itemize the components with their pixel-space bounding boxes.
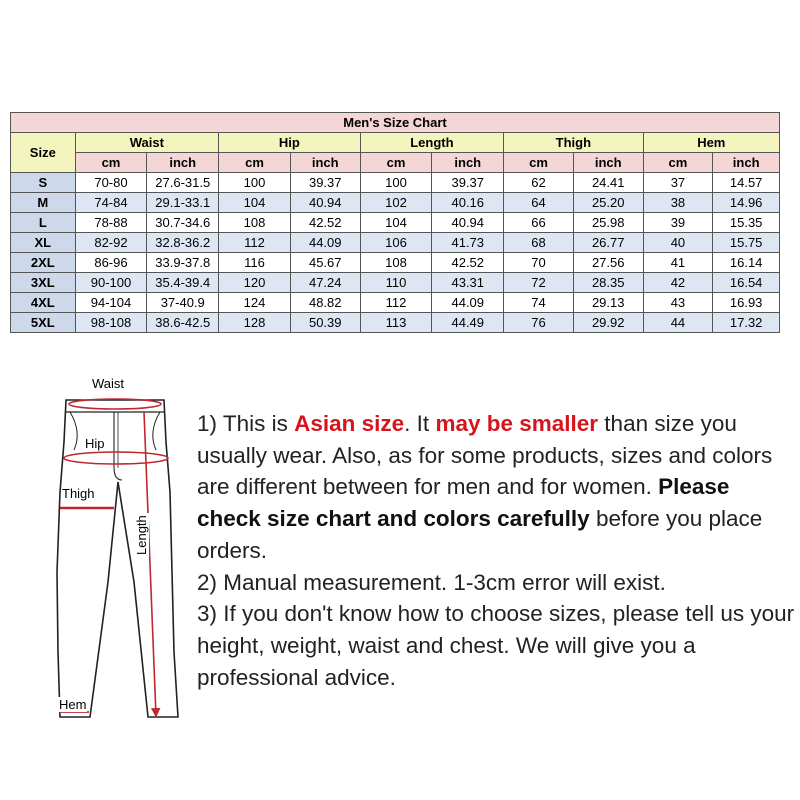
measurement-cell: 116 xyxy=(219,253,291,273)
measurement-cell: 82-92 xyxy=(75,233,147,253)
measurement-cell: 113 xyxy=(360,313,432,333)
size-chart-table xyxy=(10,112,780,333)
measurement-cell: 30.7-34.6 xyxy=(147,213,219,233)
measurement-cell: 40.94 xyxy=(290,193,360,213)
measurement-cell: 27.6-31.5 xyxy=(147,173,219,193)
measurement-cell: 48.82 xyxy=(290,293,360,313)
measurement-cell: 120 xyxy=(219,273,291,293)
group-header-thigh: Thigh xyxy=(504,133,643,153)
measurement-cell: 29.92 xyxy=(573,313,643,333)
measurement-cell: 28.35 xyxy=(573,273,643,293)
size-label: S xyxy=(11,173,76,193)
note-1 xyxy=(197,408,797,567)
size-row xyxy=(11,313,780,333)
measurement-cell: 72 xyxy=(504,273,574,293)
measurement-cell: 94-104 xyxy=(75,293,147,313)
diagram-label-hem: Hem xyxy=(59,697,87,712)
measurement-cell: 38 xyxy=(643,193,713,213)
measurement-cell: 39.37 xyxy=(432,173,504,193)
size-notes xyxy=(197,408,797,693)
measurement-cell: 112 xyxy=(219,233,291,253)
note-1-prefix: 1) This is xyxy=(197,411,295,436)
size-column-header: Size xyxy=(11,133,76,173)
pants-measurement-diagram xyxy=(52,372,186,722)
note-3: 3) If you don't know how to choose sizes, please tell us your height, weight, waist and chest. We will give you a professional advice. xyxy=(197,601,795,690)
measurement-cell: 66 xyxy=(504,213,574,233)
measurement-cell: 40 xyxy=(643,233,713,253)
measurement-cell: 76 xyxy=(504,313,574,333)
measurement-cell: 42.52 xyxy=(290,213,360,233)
group-header-length: Length xyxy=(360,133,504,153)
size-label: 5XL xyxy=(11,313,76,333)
measurement-cell: 98-108 xyxy=(75,313,147,333)
measurement-cell: 64 xyxy=(504,193,574,213)
measurement-cell: 25.20 xyxy=(573,193,643,213)
measurement-cell: 15.75 xyxy=(713,233,780,253)
measurement-cell: 68 xyxy=(504,233,574,253)
size-label: M xyxy=(11,193,76,213)
measurement-cell: 78-88 xyxy=(75,213,147,233)
measurement-cell: 35.4-39.4 xyxy=(147,273,219,293)
measurement-cell: 45.67 xyxy=(290,253,360,273)
size-row xyxy=(11,233,780,253)
measurement-cell: 90-100 xyxy=(75,273,147,293)
measurement-cell: 112 xyxy=(360,293,432,313)
chart-title: Men's Size Chart xyxy=(11,113,780,133)
measurement-cell: 74-84 xyxy=(75,193,147,213)
unit-header: cm xyxy=(643,153,713,173)
unit-header: inch xyxy=(432,153,504,173)
measurement-cell: 26.77 xyxy=(573,233,643,253)
size-label: 4XL xyxy=(11,293,76,313)
measurement-cell: 47.24 xyxy=(290,273,360,293)
note-1-end: before you place orders. xyxy=(197,506,763,563)
measurement-cell: 100 xyxy=(360,173,432,193)
measurement-cell: 104 xyxy=(360,213,432,233)
measurement-cell: 37-40.9 xyxy=(147,293,219,313)
measurement-cell: 27.56 xyxy=(573,253,643,273)
measurement-cell: 24.41 xyxy=(573,173,643,193)
measurement-cell: 44.09 xyxy=(290,233,360,253)
measurement-cell: 16.54 xyxy=(713,273,780,293)
measurement-cell: 29.13 xyxy=(573,293,643,313)
measurement-cell: 41.73 xyxy=(432,233,504,253)
measurement-cell: 70-80 xyxy=(75,173,147,193)
measurement-cell: 102 xyxy=(360,193,432,213)
measurement-cell: 124 xyxy=(219,293,291,313)
measurement-cell: 43 xyxy=(643,293,713,313)
measurement-cell: 42.52 xyxy=(432,253,504,273)
unit-header: inch xyxy=(290,153,360,173)
note-2: 2) Manual measurement. 1-3cm error will exist. xyxy=(197,569,666,595)
measurement-cell: 41 xyxy=(643,253,713,273)
group-header-hem: Hem xyxy=(643,133,779,153)
measurement-cell: 29.1-33.1 xyxy=(147,193,219,213)
measurement-cell: 44.49 xyxy=(432,313,504,333)
measurement-cell: 106 xyxy=(360,233,432,253)
measurement-cell: 15.35 xyxy=(713,213,780,233)
measurement-cell: 32.8-36.2 xyxy=(147,233,219,253)
measurement-cell: 50.39 xyxy=(290,313,360,333)
measurement-cell: 70 xyxy=(504,253,574,273)
measurement-cell: 38.6-42.5 xyxy=(147,313,219,333)
diagram-label-hip: Hip xyxy=(85,436,105,451)
measurement-cell: 128 xyxy=(219,313,291,333)
measurement-cell: 40.16 xyxy=(432,193,504,213)
measurement-cell: 86-96 xyxy=(75,253,147,273)
measurement-cell: 74 xyxy=(504,293,574,313)
pants-outline-graphic xyxy=(52,372,186,722)
measurement-cell: 108 xyxy=(219,213,291,233)
size-label: L xyxy=(11,213,76,233)
measurement-cell: 25.98 xyxy=(573,213,643,233)
size-label: 2XL xyxy=(11,253,76,273)
diagram-label-length: Length xyxy=(134,515,149,555)
measurement-cell: 108 xyxy=(360,253,432,273)
group-header-hip: Hip xyxy=(219,133,360,153)
measurement-cell: 110 xyxy=(360,273,432,293)
size-row xyxy=(11,173,780,193)
unit-header: inch xyxy=(573,153,643,173)
measurement-cell: 40.94 xyxy=(432,213,504,233)
unit-header: cm xyxy=(75,153,147,173)
measurement-cell: 14.96 xyxy=(713,193,780,213)
measurement-cell: 104 xyxy=(219,193,291,213)
unit-header: cm xyxy=(219,153,291,173)
measurement-cell: 44.09 xyxy=(432,293,504,313)
smaller-highlight: may be smaller xyxy=(435,411,599,436)
unit-header: inch xyxy=(713,153,780,173)
group-header-waist: Waist xyxy=(75,133,219,153)
measurement-cell: 62 xyxy=(504,173,574,193)
measurement-cell: 14.57 xyxy=(713,173,780,193)
measurement-cell: 43.31 xyxy=(432,273,504,293)
size-row xyxy=(11,273,780,293)
measurement-cell: 16.14 xyxy=(713,253,780,273)
note-1-mid: . It xyxy=(404,411,436,436)
note-1-rest: than size you usually wear. Also, as for some products, sizes and colors are different between for men and for women. xyxy=(197,411,773,500)
diagram-label-waist: Waist xyxy=(92,376,125,391)
unit-header: inch xyxy=(147,153,219,173)
measurement-cell: 39 xyxy=(643,213,713,233)
measurement-cell: 42 xyxy=(643,273,713,293)
asian-size-highlight: Asian size xyxy=(294,411,405,436)
measurement-cell: 16.93 xyxy=(713,293,780,313)
size-label: XL xyxy=(11,233,76,253)
size-row xyxy=(11,293,780,313)
measurement-cell: 100 xyxy=(219,173,291,193)
measurement-cell: 37 xyxy=(643,173,713,193)
unit-header: cm xyxy=(504,153,574,173)
measurement-cell: 39.37 xyxy=(290,173,360,193)
size-row xyxy=(11,213,780,233)
measurement-cell: 17.32 xyxy=(713,313,780,333)
diagram-label-thigh: Thigh xyxy=(62,486,95,501)
size-row xyxy=(11,193,780,213)
size-label: 3XL xyxy=(11,273,76,293)
size-rows xyxy=(11,173,780,333)
unit-header: cm xyxy=(360,153,432,173)
measurement-cell: 44 xyxy=(643,313,713,333)
check-chart-emphasis: Please check size chart and colors carefully xyxy=(197,474,730,532)
measurement-cell: 33.9-37.8 xyxy=(147,253,219,273)
size-row xyxy=(11,253,780,273)
